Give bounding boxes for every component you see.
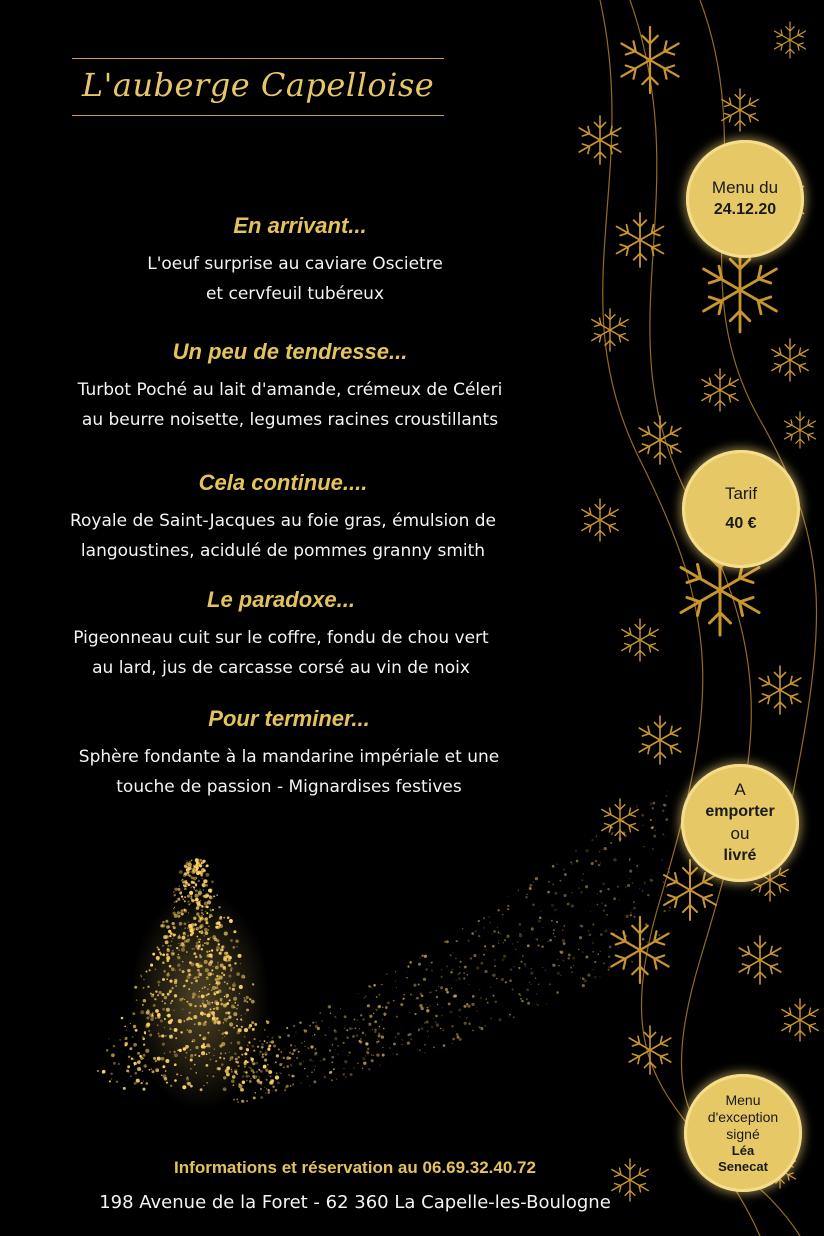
course-2 [0,339,590,435]
price-label: Tarif [724,484,758,503]
snowflake-icon [704,248,777,332]
logo-rule-bottom [72,115,444,116]
snowflake-icon [617,213,664,267]
snowflake-icon [592,309,628,351]
snowflake-icon [784,412,815,448]
snowflake-icon [639,416,681,464]
course-4 [0,587,581,683]
course-line: Royale de Saint-Jacques au foie gras, émulsion de [69,511,497,531]
course-line: Turbot Poché au lait d'amande, crémeux de Céleri [77,380,503,400]
course-line: au beurre noisette, legumes racines croustillants [81,410,499,430]
course-title: Le paradoxe... [207,587,355,612]
delivery-ou: ou [730,824,750,843]
snowflake-icon [759,666,801,714]
price-badge [682,450,800,568]
chef-line2: d'exception [707,1108,779,1125]
logo-rule-top [72,58,444,59]
delivery-badge [681,764,799,882]
chef-first-name: Léa [731,1142,755,1158]
delivery-livre: livré [723,847,757,864]
course-line: Pigeonneau cuit sur le coffre, fondu de chou vert [73,628,489,648]
snowflake-icon [772,339,808,381]
snowflake-icon [602,799,638,841]
snowflake-icon [774,22,805,58]
course-line: L'oeuf surprise au caviare Oscietre [147,254,443,274]
snowflake-icon [622,619,658,661]
footer-info [0,1158,710,1213]
snowflake-icon [782,999,818,1041]
snowflake-icon [739,936,781,984]
snowflake-icon [621,27,678,93]
snowflake-icon [579,116,621,164]
course-title: En arrivant... [233,213,367,238]
price-value: 40 € [725,515,757,532]
snowflake-icon [611,917,668,983]
snowflake-icon [639,716,681,764]
chef-line1: Menu [725,1091,761,1108]
snowflake-icon [582,499,618,541]
snowflake-icon [629,1026,671,1074]
chef-line3: signé [726,1125,760,1142]
snowflake-icon [722,89,758,131]
course-title: Pour terminer... [208,706,370,731]
brand-logo [72,52,444,124]
course-title: Cela continue.... [198,470,368,495]
date-label: Menu du [711,178,779,197]
brand-name: L'auberge Capelloise [81,66,435,104]
delivery-a: A [734,780,746,799]
chef-last-name: Senecat [718,1158,768,1174]
course-title: Un peu de tendresse... [172,339,408,364]
course-line: touche de passion - Mignardises festives [116,777,462,797]
delivery-emporter: emporter [705,803,775,820]
address: 198 Avenue de la Foret - 62 360 La Capelle-les-Boulogne [99,1192,611,1213]
course-5 [0,706,589,802]
course-1 [0,213,600,309]
date-value: 24.12.20 [713,201,777,218]
course-line: et cervfeuil tubéreux [205,284,385,304]
date-badge [686,140,804,258]
sparkle-christmas-tree [97,788,671,1110]
course-line: Sphère fondante à la mandarine impériale et une [78,747,500,767]
reservation-phone: Informations et réservation au 06.69.32.40.72 [174,1158,536,1177]
course-line: au lard, jus de carcasse corsé au vin de noix [92,658,470,678]
course-line: langoustines, acidulé de pommes granny smith [80,541,486,561]
snowflake-icon [702,369,738,411]
course-3 [0,470,583,566]
